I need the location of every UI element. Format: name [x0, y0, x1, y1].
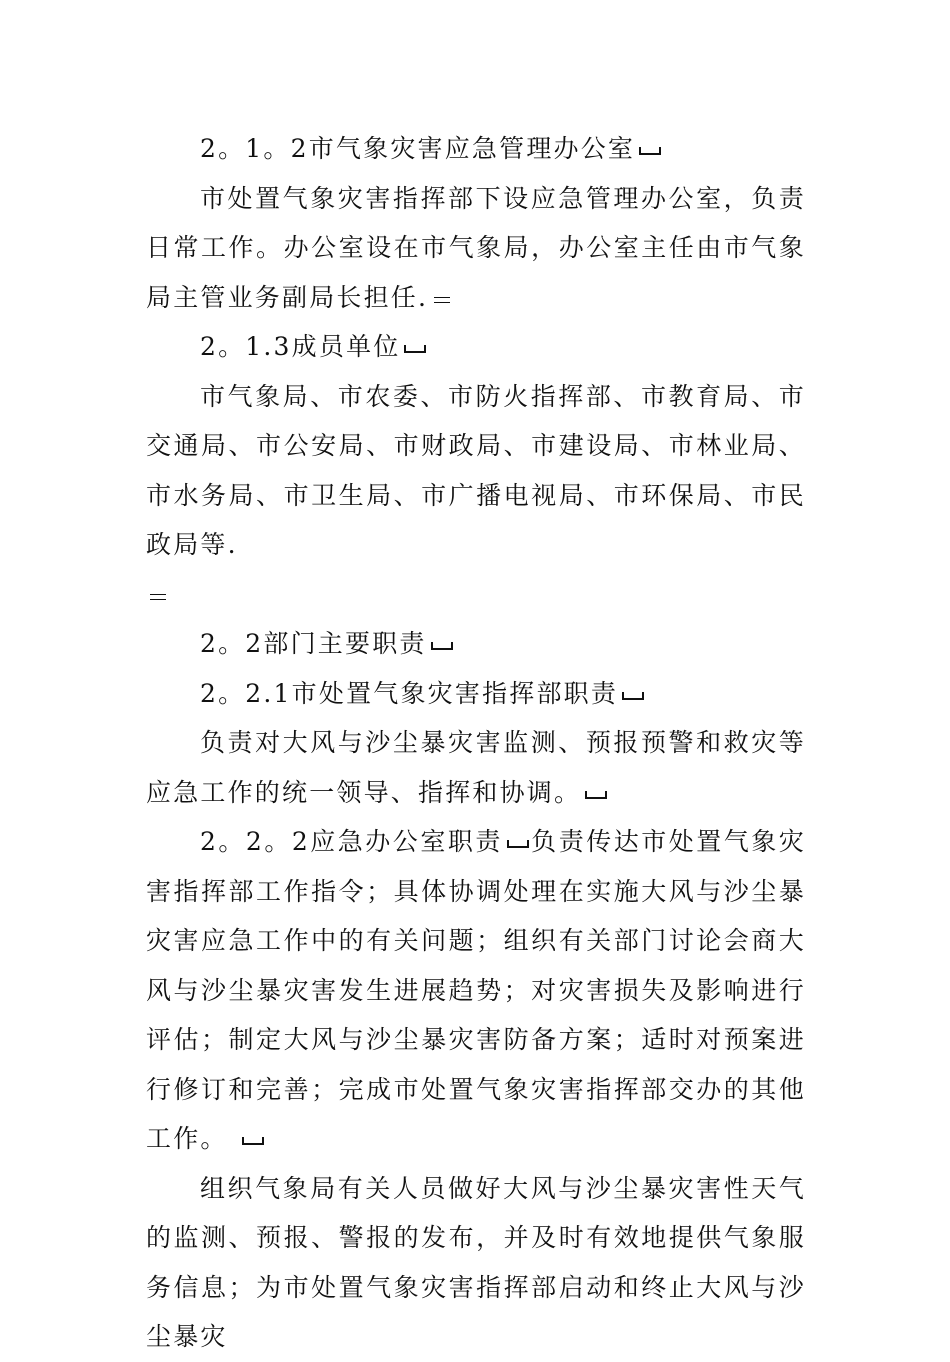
empty-break-line [146, 570, 806, 620]
paragraph-office [146, 174, 806, 323]
line-break-mark-icon [146, 585, 168, 605]
paragraph-return-mark-icon [240, 1129, 266, 1149]
paragraph-text: 市处置气象灾害指挥部下设应急管理办公室，负责日常工作。办公室设在市气象局，办公室主任由市气象局主管业务副局长担任. [146, 183, 806, 312]
line-break-mark-icon [430, 288, 452, 308]
heading-text: 2。2部门主要职责 [200, 629, 427, 658]
paragraph-text: 负责对大风与沙尘暴灾害监测、预报预警和救灾等应急工作的统一领导、指挥和协调。 [146, 728, 806, 807]
heading-2-1-2 [146, 124, 806, 174]
paragraph-return-mark-icon [402, 337, 428, 357]
paragraph-return-mark-icon [429, 634, 455, 654]
heading-text: 2。1。2市气象灾害应急管理办公室 [200, 134, 636, 163]
document-body [146, 124, 806, 1362]
heading-text: 2。2。2应急办公室职责 [200, 827, 503, 856]
paragraph-text: 市气象局、市农委、市防火指挥部、市教育局、市交通局、市公安局、市财政局、市建设局、市林业局、市水务局、市卫生局、市广播电视局、市环保局、市民政局等. [146, 381, 806, 559]
paragraph-return-mark-icon [637, 139, 663, 159]
paragraph-text: 负责传达市处置气象灾害指挥部工作指令；具体协调处理在实施大风与沙尘暴灾害应急工作中的有关问题；组织有关部门讨论会商大风与沙尘暴灾害发生进展趋势；对灾害损失及影响进行评估；制定大风与沙尘暴灾害防备方案；适时对预案进行修订和完善；完成市处置气象灾害指挥部交办的其他工作。 [146, 827, 806, 1153]
heading-2-2 [146, 619, 806, 669]
paragraph-command-duties [146, 718, 806, 817]
heading-2-2-1 [146, 669, 806, 719]
paragraph-office-duties [146, 817, 806, 1164]
heading-text: 2。1.3成员单位 [200, 332, 401, 361]
paragraph-return-mark-icon [620, 684, 646, 704]
paragraph-member-units [146, 372, 806, 570]
paragraph-text: 组织气象局有关人员做好大风与沙尘暴灾害性天气的监测、预报、警报的发布，并及时有效地提供气象服务信息；为市处置气象灾害指挥部启动和终止大风与沙尘暴灾 [146, 1173, 806, 1351]
paragraph-return-mark-icon [505, 832, 531, 852]
paragraph-weather-bureau [146, 1164, 806, 1362]
heading-2-1-3 [146, 322, 806, 372]
paragraph-return-mark-icon [583, 783, 609, 803]
heading-text: 2。2.1市处置气象灾害指挥部职责 [200, 678, 619, 708]
